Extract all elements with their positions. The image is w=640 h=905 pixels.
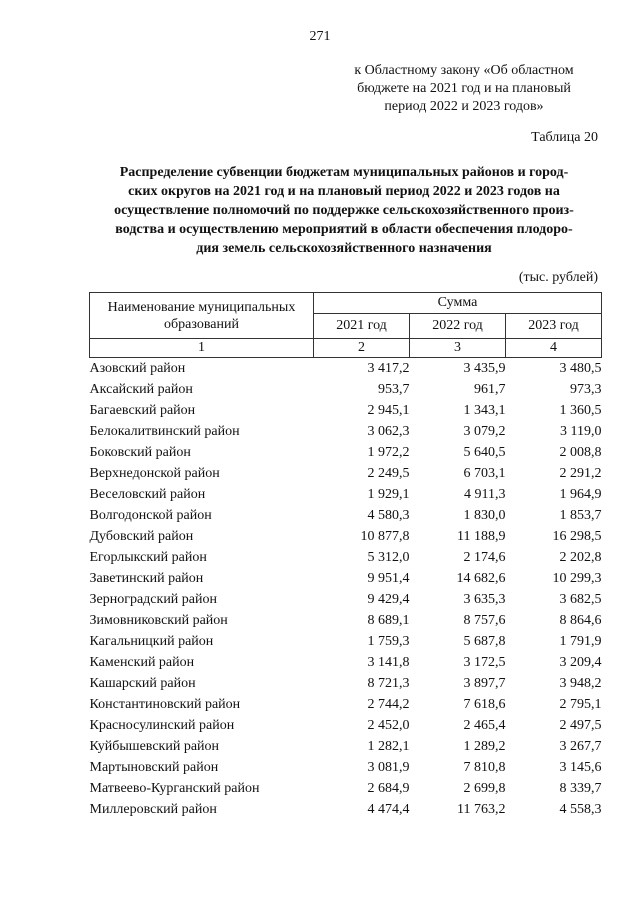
- title-line: водства и осуществлению мероприятий в области обеспечения плодоро-: [115, 222, 573, 237]
- value-2023: 1 964,9: [559, 486, 602, 502]
- title-line: ских округов на 2021 год и на плановый период 2022 и 2023 годов на: [128, 184, 560, 199]
- annex-line: к Областному закону «Об областном: [354, 63, 574, 78]
- municipality-name: Константиновский район: [89, 696, 241, 712]
- value-2022: 3 435,9: [463, 360, 506, 376]
- municipality-name: Азовский район: [89, 360, 186, 376]
- value-2023: 1 853,7: [559, 507, 602, 523]
- header-sum: Сумма: [314, 293, 602, 314]
- value-2021: 2 744,2: [367, 696, 410, 712]
- municipality-name: Зимовниковский район: [89, 612, 228, 628]
- value-2021: 1 282,1: [367, 738, 410, 754]
- value-2023: 3 480,5: [559, 360, 602, 376]
- value-2022: 5 640,5: [463, 444, 506, 460]
- table-row: [90, 589, 602, 610]
- value-2023: 2 202,8: [559, 549, 602, 565]
- table-row: [90, 400, 602, 421]
- value-2022: 1 343,1: [463, 402, 506, 418]
- value-2021: 3 081,9: [367, 759, 410, 775]
- value-2023: 3 267,7: [559, 738, 602, 754]
- value-2023: 4 558,3: [559, 801, 602, 817]
- column-number-3: 3: [410, 339, 506, 358]
- municipality-name: Егорлыкский район: [89, 549, 207, 565]
- value-2023: 2 795,1: [559, 696, 602, 712]
- municipality-name: Дубовский район: [89, 528, 194, 544]
- municipality-name: Миллеровский район: [89, 801, 217, 817]
- value-2023: 3 682,5: [559, 591, 602, 607]
- table-row: [90, 442, 602, 463]
- municipality-name: Верхнедонской район: [89, 465, 220, 481]
- header-year-2021: 2021 год: [314, 314, 410, 339]
- value-2023: 3 948,2: [559, 675, 602, 691]
- value-2022: 5 687,8: [463, 633, 506, 649]
- title-line: Распределение субвенции бюджетам муниципальных районов и город-: [119, 165, 569, 180]
- value-2022: 11 763,2: [457, 801, 506, 817]
- value-2022: 4 911,3: [464, 486, 506, 502]
- value-2023: 2 497,5: [559, 717, 602, 733]
- table-row: [90, 463, 602, 484]
- value-2021: 2 945,1: [367, 402, 410, 418]
- column-number-1: 1: [90, 339, 314, 358]
- table-row: [90, 526, 602, 547]
- table-row: [90, 631, 602, 652]
- value-2021: 8 689,1: [367, 612, 410, 628]
- table-row: [90, 610, 602, 631]
- value-2022: 961,7: [474, 381, 506, 397]
- table-row: [90, 547, 602, 568]
- value-2022: 7 618,6: [463, 696, 506, 712]
- document-title: [88, 163, 600, 258]
- table-body: [90, 358, 602, 821]
- value-2021: 2 452,0: [367, 717, 410, 733]
- header-municipality: [90, 293, 314, 339]
- value-2022: 7 810,8: [463, 759, 506, 775]
- municipality-name: Кагальницкий район: [89, 633, 214, 649]
- value-2023: 1 360,5: [559, 402, 602, 418]
- header-municipality-line2: образований: [164, 316, 239, 332]
- value-2023: 8 339,7: [559, 780, 602, 796]
- table-row: [90, 484, 602, 505]
- header-year-2023: 2023 год: [506, 314, 602, 339]
- value-2021: 2 684,9: [367, 780, 410, 796]
- value-2021: 2 249,5: [367, 465, 410, 481]
- column-number-4: 4: [506, 339, 602, 358]
- value-2023: 973,3: [570, 381, 602, 397]
- value-2021: 3 062,3: [367, 423, 410, 439]
- table-row: [90, 757, 602, 778]
- municipality-name: Матвеево-Курганский район: [89, 780, 260, 796]
- value-2021: 1 929,1: [367, 486, 410, 502]
- units-label: (тыс. рублей): [518, 270, 598, 285]
- value-2023: 2 008,8: [559, 444, 602, 460]
- column-number-2: 2: [314, 339, 410, 358]
- table-row: [90, 715, 602, 736]
- table-row: [90, 358, 602, 380]
- table-label: Таблица 20: [531, 130, 598, 145]
- value-2021: 4 580,3: [367, 507, 410, 523]
- title-line: осуществление полномочий по поддержке сельскохозяйственного произ-: [114, 203, 574, 218]
- municipality-name: Заветинский район: [89, 570, 204, 586]
- value-2023: 3 209,4: [559, 654, 602, 670]
- value-2022: 3 635,3: [463, 591, 506, 607]
- value-2022: 1 289,2: [463, 738, 506, 754]
- page-number: 271: [309, 29, 331, 44]
- table-row: [90, 673, 602, 694]
- value-2022: 2 174,6: [463, 549, 506, 565]
- value-2021: 1 972,2: [367, 444, 410, 460]
- value-2023: 1 791,9: [559, 633, 602, 649]
- value-2023: 16 298,5: [552, 528, 602, 544]
- value-2021: 3 417,2: [367, 360, 410, 376]
- table-row: [90, 505, 602, 526]
- table-row: [90, 652, 602, 673]
- value-2022: 8 757,6: [463, 612, 506, 628]
- value-2022: 2 699,8: [463, 780, 506, 796]
- value-2022: 11 188,9: [457, 528, 506, 544]
- table-row: [90, 694, 602, 715]
- value-2022: 1 830,0: [463, 507, 506, 523]
- header-year-2022: 2022 год: [410, 314, 506, 339]
- value-2022: 14 682,6: [456, 570, 506, 586]
- table-row: [90, 421, 602, 442]
- municipality-name: Багаевский район: [89, 402, 196, 418]
- municipality-name: Аксайский район: [89, 381, 193, 397]
- title-line: дия земель сельскохозяйственного назначения: [196, 241, 492, 256]
- municipality-name: Кашарский район: [89, 675, 196, 691]
- header-municipality-line1: Наименование муниципальных: [107, 299, 296, 315]
- table-row: [90, 778, 602, 799]
- municipality-name: Красносулинский район: [89, 717, 235, 733]
- table-row: [90, 736, 602, 757]
- annex-line: бюджете на 2021 год и на плановый: [357, 81, 571, 96]
- value-2022: 3 897,7: [463, 675, 506, 691]
- value-2021: 10 877,8: [360, 528, 410, 544]
- value-2021: 4 474,4: [367, 801, 410, 817]
- table-row: [90, 799, 602, 820]
- municipality-name: Зерноградский район: [89, 591, 217, 607]
- value-2021: 1 759,3: [367, 633, 410, 649]
- value-2023: 10 299,3: [552, 570, 602, 586]
- value-2023: 3 119,0: [560, 423, 602, 439]
- value-2021: 953,7: [378, 381, 410, 397]
- value-2021: 3 141,8: [367, 654, 410, 670]
- municipality-name: Боковский район: [89, 444, 191, 460]
- subvention-table: [89, 292, 602, 820]
- annex-line: период 2022 и 2023 годов»: [384, 99, 544, 114]
- municipality-name: Веселовский район: [89, 486, 206, 502]
- value-2022: 3 079,2: [463, 423, 506, 439]
- value-2022: 6 703,1: [463, 465, 506, 481]
- municipality-name: Белокалитвинский район: [89, 423, 240, 439]
- value-2022: 2 465,4: [463, 717, 506, 733]
- value-2021: 5 312,0: [367, 549, 410, 565]
- municipality-name: Мартыновский район: [89, 759, 219, 775]
- value-2021: 8 721,3: [367, 675, 410, 691]
- table-row: [90, 379, 602, 400]
- value-2021: 9 951,4: [367, 570, 410, 586]
- annex-reference: [336, 62, 592, 116]
- value-2023: 3 145,6: [559, 759, 602, 775]
- value-2023: 2 291,2: [559, 465, 602, 481]
- value-2021: 9 429,4: [367, 591, 410, 607]
- table-row: [90, 568, 602, 589]
- municipality-name: Волгодонской район: [89, 507, 212, 523]
- municipality-name: Куйбышевский район: [89, 738, 220, 754]
- value-2022: 3 172,5: [463, 654, 506, 670]
- municipality-name: Каменский район: [89, 654, 195, 670]
- value-2023: 8 864,6: [559, 612, 602, 628]
